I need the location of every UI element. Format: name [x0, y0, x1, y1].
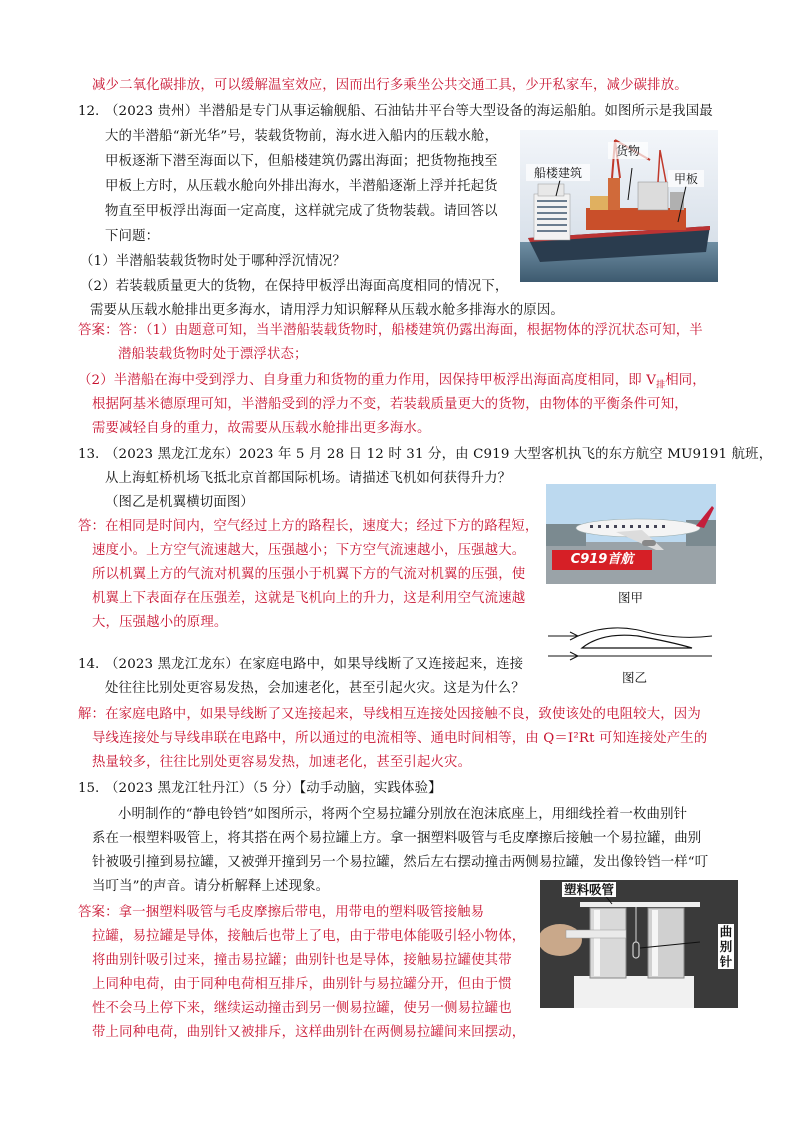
q13-line-3: （图乙是机翼横切面图）: [105, 495, 254, 510]
q15-answer-line-3: 将曲别针吸引过来，撞击易拉罐；曲别针也是导体，接触易拉罐使其带: [92, 953, 512, 968]
q14-number: 14.: [78, 657, 100, 672]
q15-header: （2023 黑龙江牡丹江）（5 分）【动手动脑，实践体验】: [105, 781, 442, 796]
q12-line-4: 甲板上方时，从压载水舱向外排出海水，半潜船逐渐上浮并托起货: [105, 179, 498, 194]
static-bell-figure: [540, 880, 738, 1008]
q13-answer-line-5: 大，压强越小的原理。: [92, 615, 228, 630]
q12-line-2: 大的半潜船“新光华”号，装载货物前，海水进入船内的压载水舱，: [105, 129, 499, 144]
q13-line-2: 从上海虹桥机场飞抵北京首都国际机场。请描述飞机如何获得升力？: [105, 471, 512, 486]
q15-answer-line-5: 性不会马上停下来，继续运动撞击到另一侧易拉罐，使另一侧易拉罐也: [92, 1001, 512, 1016]
q15-line-2: 系在一根塑料吸管上，将其搭在两个易拉罐上方。拿一捆塑料吸管与毛皮摩擦后接触一个易拉罐，曲别: [92, 831, 702, 846]
q12-number: 12.: [78, 104, 100, 119]
q15-answer-line-2: 拉罐，易拉罐是导体，接触后也带上了电，由于带电体能吸引轻小物体，: [92, 929, 526, 944]
q12-answer-line-3-tail: 相同，: [665, 373, 706, 388]
q15-number: 15.: [78, 781, 100, 796]
q13-answer-line-2: 速度小。上方空气流速越大，压强越小；下方空气流速越小，压强越大。: [92, 543, 526, 558]
aircraft-illustration: [546, 484, 716, 584]
q12-line-6: 下问题：: [105, 229, 160, 244]
q14-answer-line-1: 解：在家庭电路中，如果导线断了又连接起来，导线相互连接处因接触不良，致使该处的电阻较大，因为: [78, 707, 701, 722]
q13-answer-line-1: 答：在相同是时间内，空气经过上方的路程长，速度大；经过下方的路程短，: [78, 519, 539, 534]
aircraft-figure: [546, 484, 716, 584]
q15-answer-line-1: 答案：拿一捆塑料吸管与毛皮摩擦后带电，用带电的塑料吸管接触易: [78, 905, 485, 920]
q13-answer-line-4: 机翼上下表面存在压强差，这就是飞机向上的升力，这是利用空气流速越: [92, 591, 526, 606]
v-subscript: 排: [656, 380, 666, 391]
q12-line-3: 甲板逐渐下潜至海面以下，但船楼建筑仍露出海面；把货物拖拽至: [105, 154, 498, 169]
q12-line-5: 物直至甲板浮出海面一定高度，这样就完成了货物装载。请回答以: [105, 204, 498, 219]
q12-sub-2-line-2: 需要从压载水舱排出更多海水，请用浮力知识解释从压载水舱多排海水的原因。: [90, 303, 564, 318]
building-label: 船楼建筑: [526, 164, 590, 181]
q12-answer-line-5: 需要减轻自身的重力，故需要从压载水舱排出更多海水。: [92, 421, 431, 436]
q12-sub-1: （1）半潜船装载货物时处于哪种浮沉情况？: [80, 254, 346, 269]
static-bell-illustration: [540, 880, 738, 1008]
q12-answer-line-4: 根据阿基米德原理可知，半潜船受到的浮力不变，若装载质量更大的货物，由物体的平衡条件可知，: [92, 397, 688, 412]
clip-label: 曲别针: [719, 924, 733, 969]
c919-banner: C919首航: [570, 552, 634, 567]
q12-answer-line-2: 潜船装载货物时处于漂浮状态；: [118, 347, 308, 362]
straw-label: 塑料吸管: [564, 882, 615, 897]
q12-sub-2-line-1: （2）若装载质量更大的货物，在保持甲板浮出海面高度相同的情况下，: [80, 279, 509, 294]
q13-number: 13.: [78, 447, 100, 462]
wing-cross-section: [542, 626, 718, 666]
figure-jia-caption: 图甲: [618, 590, 644, 605]
q12-answer-line-3-text: （2）半潜船在海中受到浮力、自身重力和货物的重力作用，因保持甲板浮出海面高度相同，即 V: [78, 373, 657, 388]
q15-line-4: 当叮当”的声音。请分析解释上述现象。: [92, 879, 330, 894]
q13-answer-line-3: 所以机翼上方的气流对机翼的压强小于机翼下方的气流对机翼的压强，使: [92, 567, 526, 582]
cargo-label: 货物: [608, 142, 648, 159]
ship-figure: [520, 130, 718, 282]
q12-line-1: （2023 贵州）半潜船是专门从事运输舰船、石油钻井平台等大型设备的海运船舶。如图所示是我国最: [105, 104, 713, 119]
q12-answer-line-3: [78, 372, 706, 395]
q14-line-1: （2023 黑龙江龙东）在家庭电路中，如果导线断了又连接起来，连接: [105, 657, 524, 672]
q14-answer-line-2: 导线连接处与导线串联在电路中，所以通过的电流相等、通电时间相等，由 Q＝I²Rt 可知连接处产生的: [92, 731, 708, 746]
q15-answer-line-4: 上同种电荷，由于同种电荷相互排斥，曲别针与易拉罐分开，但由于惯: [92, 977, 512, 992]
q15-line-3: 针被吸引撞到易拉罐，又被弹开撞到另一个易拉罐，然后左右摆动撞击两侧易拉罐，发出像铃铛一样“叮: [92, 855, 709, 870]
q15-answer-line-6: 带上同种电荷，曲别针又被排斥，这样曲别针在两侧易拉罐间来回摆动，: [92, 1025, 526, 1040]
q15-line-1: 小明制作的“静电铃铛”如图所示，将两个空易拉罐分别放在泡沫底座上，用细线拴着一枚曲别针: [118, 807, 688, 822]
previous-answer-tail: 减少二氧化碳排放，可以缓解温室效应，因而出行多乘坐公共交通工具，少开私家车，减少碳排放。: [92, 78, 688, 93]
q14-answer-line-3: 热量较多，往往比别处更容易发热，加速老化，甚至引起火灾。: [92, 755, 472, 770]
deck-label: 甲板: [668, 170, 704, 187]
q14-line-2: 处往往比别处更容易发热，会加速老化，甚至引起火灾。这是为什么？: [105, 681, 525, 696]
q13-line-1: （2023 黑龙江龙东）2023 年 5 月 28 日 12 时 31 分，由 C919 大型客机执飞的东方航空 MU9191 航班，: [105, 447, 773, 462]
figure-yi-caption: 图乙: [622, 670, 648, 685]
q12-answer-line-1: 答案：答：（1）由题意可知，当半潜船装载货物时，船楼建筑仍露出海面，根据物体的浮沉状态可知，半: [78, 323, 703, 338]
